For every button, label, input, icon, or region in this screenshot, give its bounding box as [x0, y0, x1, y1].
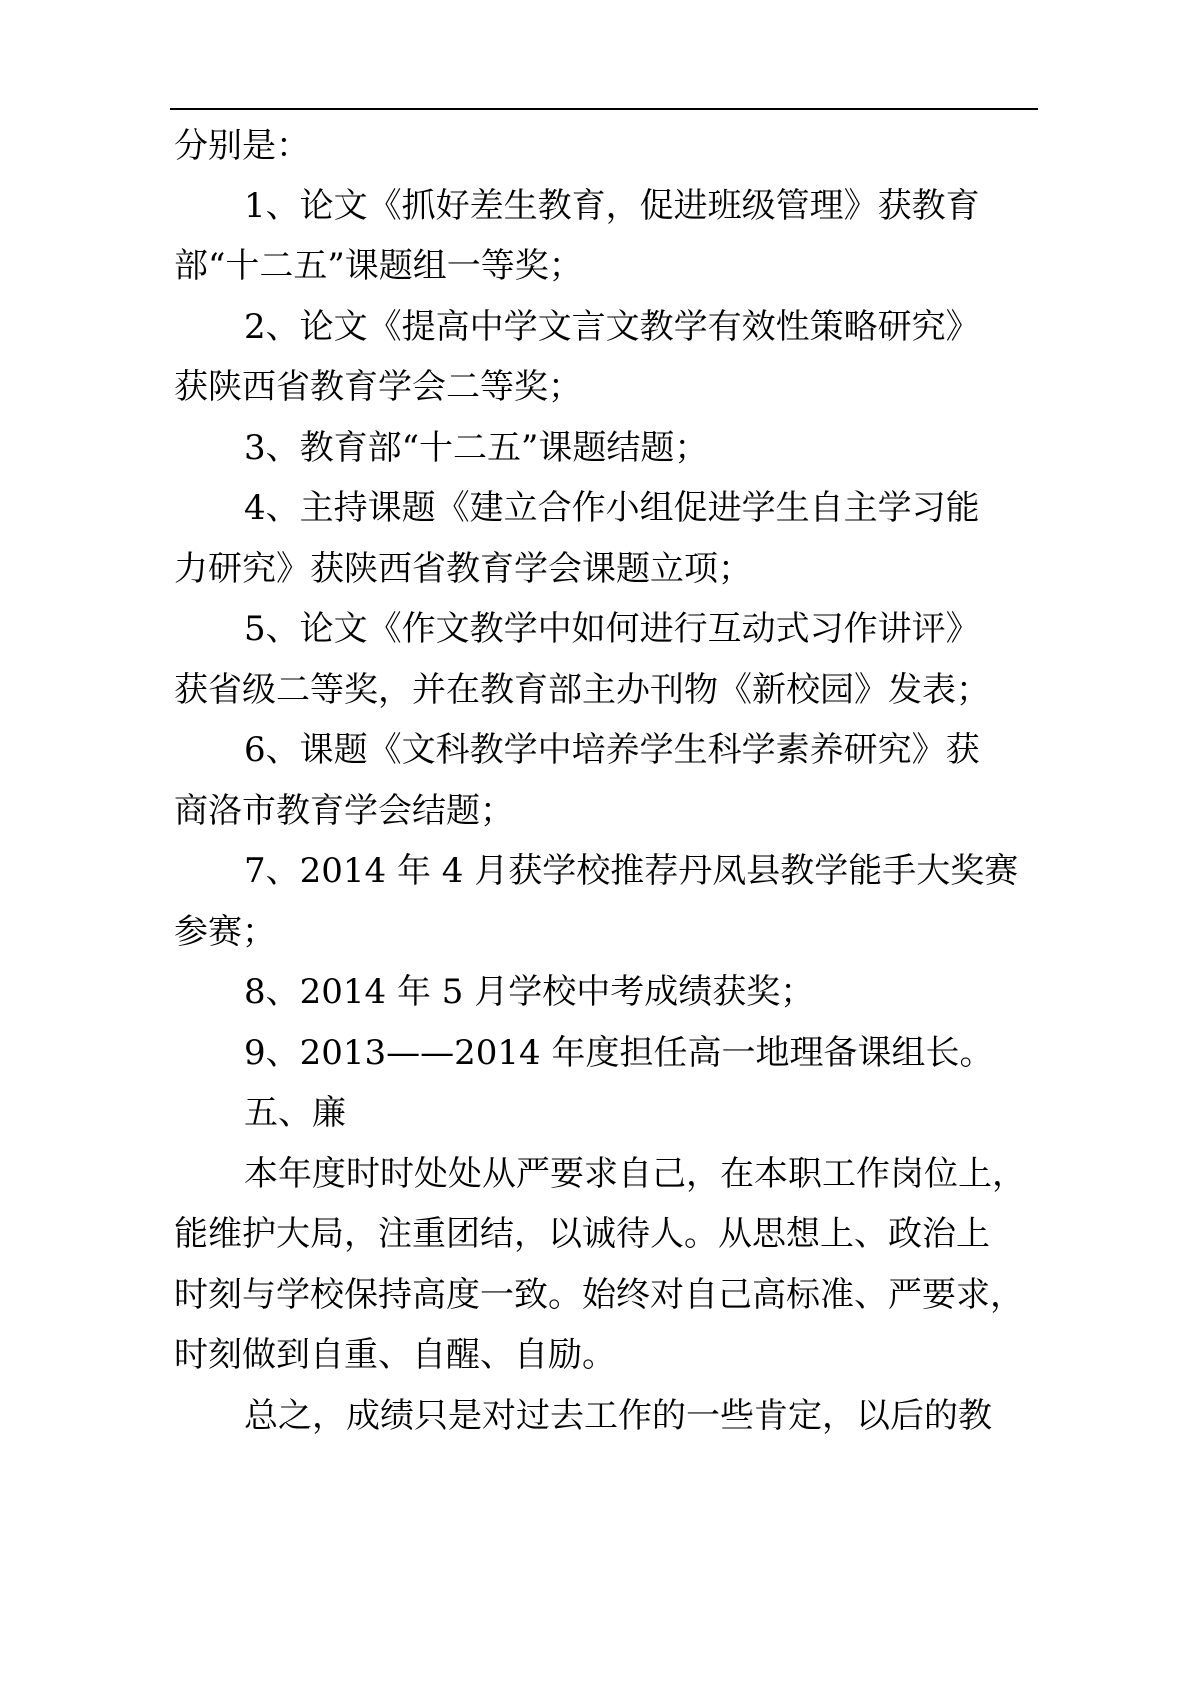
text-line: 部“十二五”课题组一等奖； [174, 246, 583, 286]
text-line: 9、2013——2014 年度担任高一地理备课组长。 [244, 1033, 994, 1073]
text-line: 分别是： [174, 126, 310, 166]
text-line: 获省级二等奖，并在教育部主办刊物《新校园》发表； [174, 670, 990, 710]
text-line: 7、2014 年 4 月获学校推荐丹凤县教学能手大奖赛 [244, 851, 1019, 891]
text-line: 8、2014 年 5 月学校中考成绩获奖； [244, 972, 815, 1012]
text-line: 参赛； [174, 912, 276, 952]
text-line: 6、课题《文科教学中培养学生科学素养研究》获 [244, 730, 980, 770]
header-rule [170, 108, 1038, 110]
text-line: 时刻做到自重、自醒、自励。 [174, 1335, 616, 1375]
text-line: 3、教育部“十二五”课题结题； [244, 428, 709, 468]
text-line: 总之，成绩只是对过去工作的一些肯定，以后的教 [244, 1396, 992, 1436]
text-line: 力研究》获陕西省教育学会课题立项； [174, 549, 752, 589]
section-heading: 五、廉 [244, 1093, 346, 1133]
text-line: 时刻与学校保持高度一致。始终对自己高标准、严要求， [174, 1275, 1024, 1315]
text-line: 2、论文《提高中学文言文教学有效性策略研究》 [244, 307, 980, 347]
text-line: 本年度时时处处从严要求自己，在本职工作岗位上， [244, 1154, 1026, 1194]
text-line: 1、论文《抓好差生教育，促进班级管理》获教育 [244, 186, 980, 226]
text-line: 4、主持课题《建立合作小组促进学生自主学习能 [244, 488, 980, 528]
text-line: 5、论文《作文教学中如何进行互动式习作讲评》 [244, 609, 980, 649]
text-line: 获陕西省教育学会二等奖； [174, 367, 582, 407]
text-line: 能维护大局，注重团结，以诚待人。从思想上、政治上 [174, 1214, 990, 1254]
text-line: 商洛市教育学会结题； [174, 791, 514, 831]
